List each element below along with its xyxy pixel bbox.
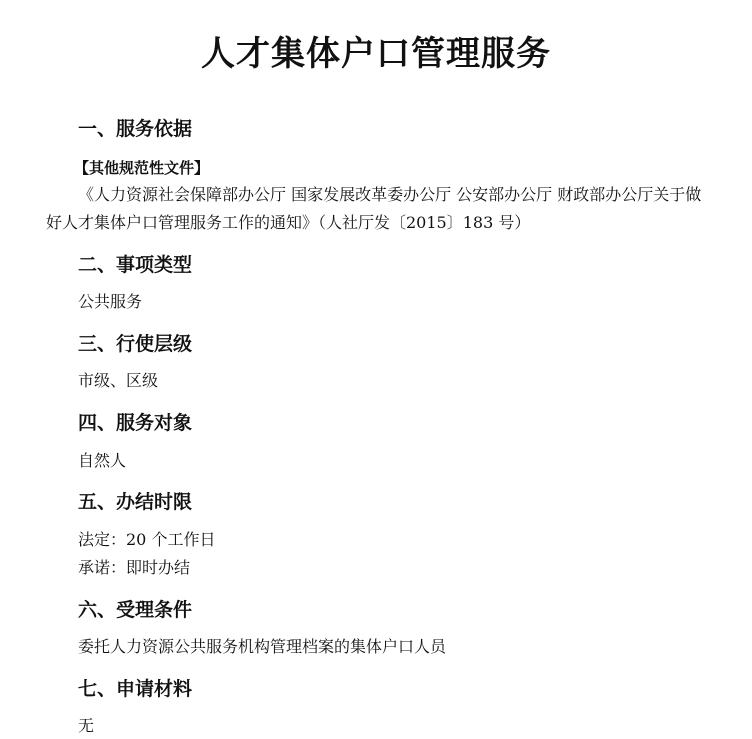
section-heading-time-limit: 五、办结时限	[78, 491, 193, 513]
section-heading-item-type: 二、事项类型	[78, 254, 193, 276]
section-line-promised-limit: 承诺：即时办结	[78, 558, 191, 577]
section-body-service-basis: 《人力资源社会保障部办公厅 国家发展改革委办公厅 公安部办公厅 财政部办公厅关于做好人才集体户口管理服务工作的通知》（人社厅发〔2015〕183 号）	[46, 185, 702, 232]
section-heading-application-materials: 七、申请材料	[78, 678, 193, 700]
page-title: 人才集体户口管理服务	[201, 34, 551, 74]
section-tag-other-documents: 【其他规范性文件】	[74, 159, 210, 177]
section-body-exercise-level: 市级、区级	[78, 371, 159, 390]
section-body-acceptance-conditions: 委托人力资源公共服务机构管理档案的集体户口人员	[78, 637, 447, 656]
section-body-application-materials: 无	[78, 716, 95, 735]
section-heading-exercise-level: 三、行使层级	[78, 333, 193, 355]
section-body-item-type: 公共服务	[78, 292, 143, 311]
section-heading-service-basis: 一、服务依据	[78, 118, 193, 140]
section-heading-service-target: 四、服务对象	[78, 412, 193, 434]
section-line-statutory-limit: 法定：20 个工作日	[78, 530, 216, 549]
section-body-service-target: 自然人	[78, 451, 127, 470]
section-heading-acceptance-conditions: 六、受理条件	[78, 599, 193, 621]
